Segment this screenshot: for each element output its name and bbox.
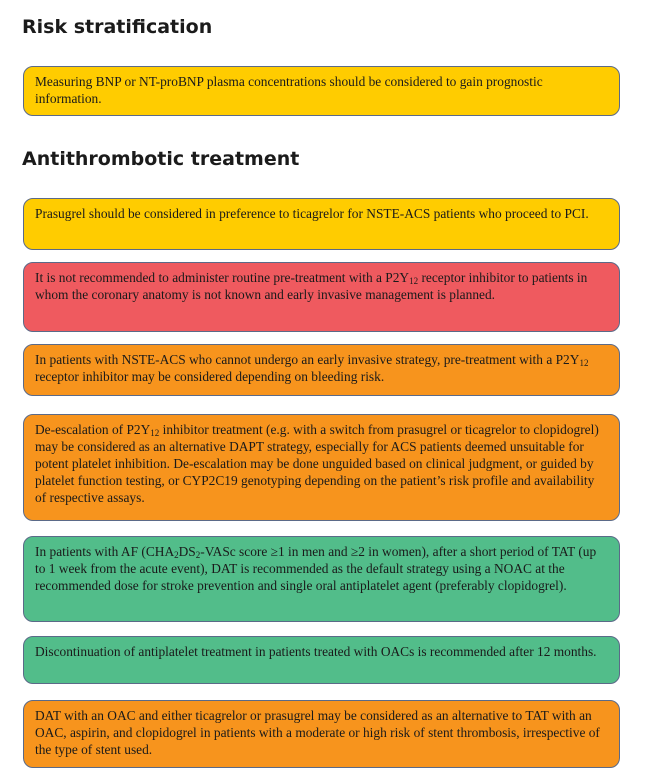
section-heading-risk-stratification: Risk stratification: [22, 16, 213, 38]
recommendation-box-de-escalation: [23, 414, 620, 521]
recommendation-box-af-dat: [23, 536, 620, 622]
section-heading-antithrombotic-treatment: Antithrombotic treatment: [22, 148, 300, 170]
recommendation-text: Discontinuation of antiplatelet treatment in patients treated with OACs is recommended after 12 months.: [35, 644, 597, 659]
recommendation-box-dat-alternative: [23, 700, 620, 768]
recommendation-text: DAT with an OAC and either ticagrelor or prasugrel may be considered as an alternative to TAT with an OAC, aspirin, and clopidogrel in patients with a moderate or high risk of stent thrombosis, irrespective of the type of stent used.: [35, 708, 600, 757]
recommendation-box-bnp: [23, 66, 620, 116]
recommendation-text: Prasugrel should be considered in preference to ticagrelor for NSTE-ACS patients who proceed to PCI.: [35, 206, 589, 221]
recommendation-box-discontinuation: [23, 636, 620, 684]
recommendation-text: De-escalation of $P2Y_{12}$ inhibitor treatment (e.g. with a switch from prasugrel or ticagrelor to clopidogrel) may be considered as an alternative DAPT strategy, especially for ACS patients deemed unsuitable for potent platelet inhibition. De-escalation may be done unguided based on clinical judgment, or guided by platelet function testing, or CYP2C19 genotyping depending on the patient’s risk profile and availability of respective assays.: [35, 422, 599, 505]
recommendation-box-pretreatment-bleeding-risk: [23, 344, 620, 396]
recommendation-text: In patients with AF ($CHA_2DS_2$-VASc score ≥1 in men and ≥2 in women), after a short period of TAT (up to 1 week from the acute event), DAT is recommended as the default strategy using a NOAC at the recommended dose for stroke prevention and single oral antiplatelet agent (preferably clopidogrel).: [35, 544, 597, 593]
recommendation-text: It is not recommended to administer routine pre-treatment with a $P2Y_{12}$ receptor inhibitor to patients in whom the coronary anatomy is not known and early invasive management is planned.: [35, 270, 588, 302]
recommendation-box-pretreatment-not-recommended: [23, 262, 620, 332]
recommendation-text: In patients with NSTE-ACS who cannot undergo an early invasive strategy, pre-treatment with a $P2Y_{12}$ receptor inhibitor may be considered depending on bleeding risk.: [35, 352, 589, 384]
recommendation-text: Measuring BNP or NT-proBNP plasma concentrations should be considered to gain prognostic information.: [35, 74, 543, 106]
recommendation-box-prasugrel: [23, 198, 620, 250]
